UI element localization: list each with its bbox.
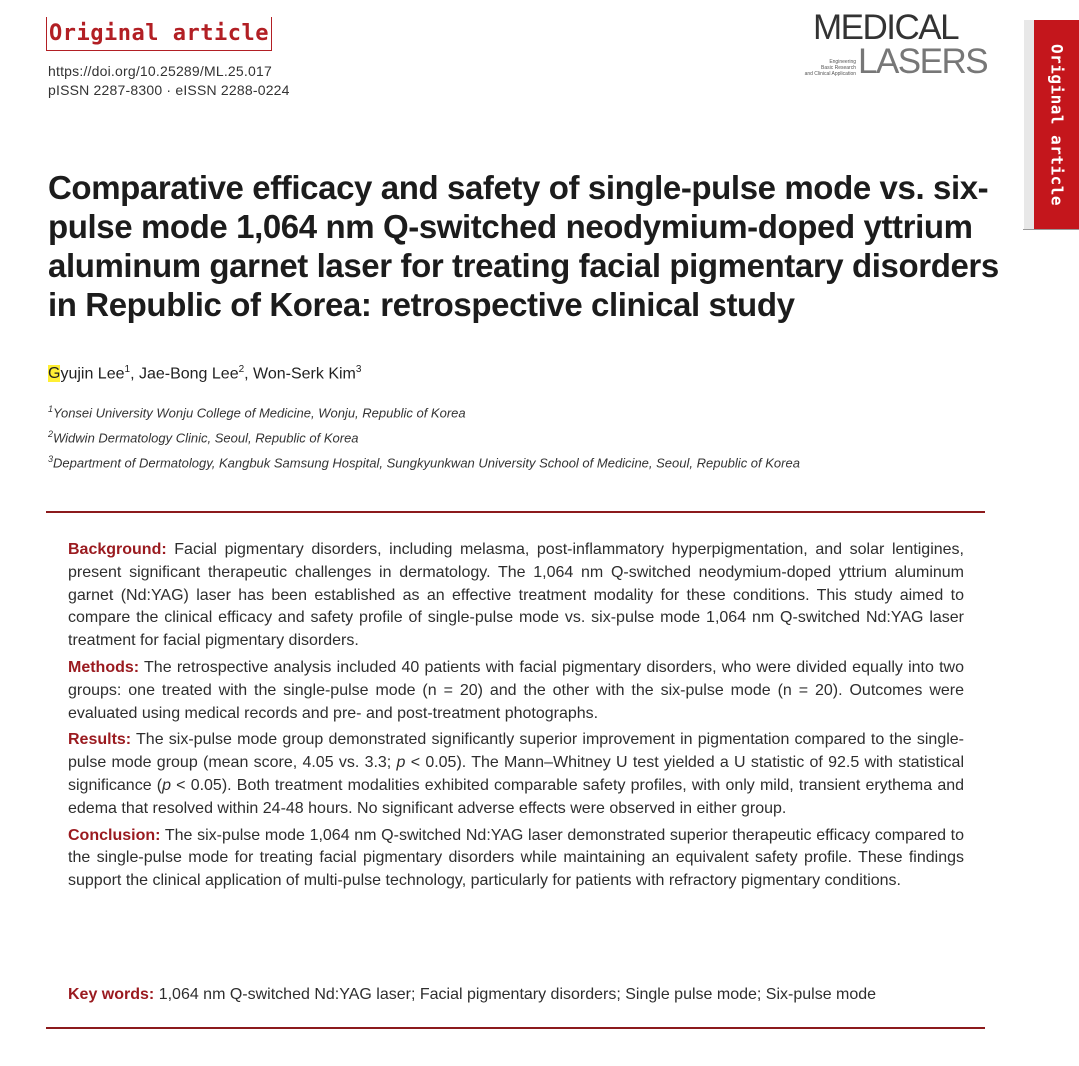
author-sup: 2 bbox=[238, 364, 245, 375]
journal-logo-tagline: Engineering Basic Research and Clinical Application bbox=[804, 59, 856, 77]
article-title: Comparative efficacy and safety of single-pulse mode vs. six-pulse mode 1,064 nm Q-switched neodymium-doped yttrium aluminum garnet laser for treating facial pigmentary disorders in Republic of Korea: retrospective clinical study bbox=[48, 169, 999, 323]
author-sup: 3 bbox=[355, 364, 362, 375]
author-sup: 1 bbox=[124, 364, 131, 375]
issn-text: pISSN 2287-8300 · eISSN 2288-0224 bbox=[48, 82, 290, 98]
journal-logo-lasers: LASERS bbox=[858, 42, 988, 81]
author-name: Won-Serk Kim bbox=[253, 365, 356, 383]
abstract-conclusion: Conclusion: The six-pulse mode 1,064 nm Q-switched Nd:YAG laser demonstrated superior therapeutic efficacy compared to the single-pulse mode for treating facial pigmentary disorders while maintaining an equivalent safety profile. These findings support the clinical application of multi-pulse technology, particularly for patients with refractory pigmentary conditions. bbox=[68, 826, 964, 890]
side-tab-label: Original article bbox=[1047, 43, 1066, 207]
affiliation-item: $^3$Department of Dermatology, Kangbuk Samsung Hospital, Sungkyunkwan University School of Medicine, Seoul, Republic of Korea bbox=[48, 453, 800, 470]
author-name: Jae-Bong Lee bbox=[138, 365, 239, 383]
author-name: yujin Lee bbox=[60, 365, 125, 383]
affiliation-item: $^2$Widwin Dermatology Clinic, Seoul, Republic of Korea bbox=[48, 428, 359, 446]
affiliation-item: $^1$Yonsei University Wonju College of Medicine, Wonju, Republic of Korea bbox=[48, 404, 466, 421]
abstract bbox=[68, 539, 964, 897]
side-section-tab bbox=[1034, 20, 1079, 230]
abstract-methods: Methods: The retrospective analysis included 40 patients with facial pigmentary disorders, who were divided equally into two groups: one treated with the single-pulse mode (n = 20) and the other with the six-pulse mode (n = 20). Outcomes were evaluated using medical records and pre- and post-treatment photographs. bbox=[68, 658, 964, 722]
article-type-badge: Original article bbox=[46, 17, 272, 51]
side-tab-divider bbox=[1023, 229, 1079, 230]
abstract-background: Background: Facial pigmentary disorders, including melasma, post-inflammatory hyperpigmentation, and solar lentigines, present significant therapeutic challenges in dermatology. The 1,064 nm Q-switched neodymium-doped yttrium aluminum garnet (Nd:YAG) laser has been established as an effective treatment modality for these conditions. This study aimed to compare the clinical efficacy and safety profile of single-pulse mode vs. six-pulse mode 1,064 nm Q-switched Nd:YAG laser treatment for facial pigmentary disorders. bbox=[68, 541, 964, 650]
affiliation-list bbox=[48, 399, 800, 473]
bottom-divider bbox=[46, 1027, 985, 1029]
doi-link[interactable]: https://doi.org/10.25289/ML.25.017 bbox=[48, 63, 272, 79]
author-list: Gyujin Lee$^1$, Jae-Bong Lee$^2$, Won-Serk Kim$^3$ bbox=[48, 364, 362, 383]
highlighted-text: G bbox=[48, 365, 61, 383]
abstract-results: Results: The six-pulse mode group demonstrated significantly superior improvement in pigmentation compared to the single-pulse mode group (mean score, 4.05 vs. 3.3; p < 0.05). The Mann–Whitney U test yielded a U statistic of 92.5 with statistical significance (p < 0.05). Both treatment modalities exhibited comparable safety profiles, with only mild, transient erythema and edema that resolved within 24-48 hours. No significant adverse effects were observed in either group. bbox=[68, 731, 965, 817]
top-divider bbox=[46, 511, 985, 513]
journal-logo-medical: MEDICAL bbox=[813, 8, 959, 47]
keywords: Key words: 1,064 nm Q-switched Nd:YAG laser; Facial pigmentary disorders; Single pulse mode; Six-pulse mode bbox=[68, 986, 877, 1003]
